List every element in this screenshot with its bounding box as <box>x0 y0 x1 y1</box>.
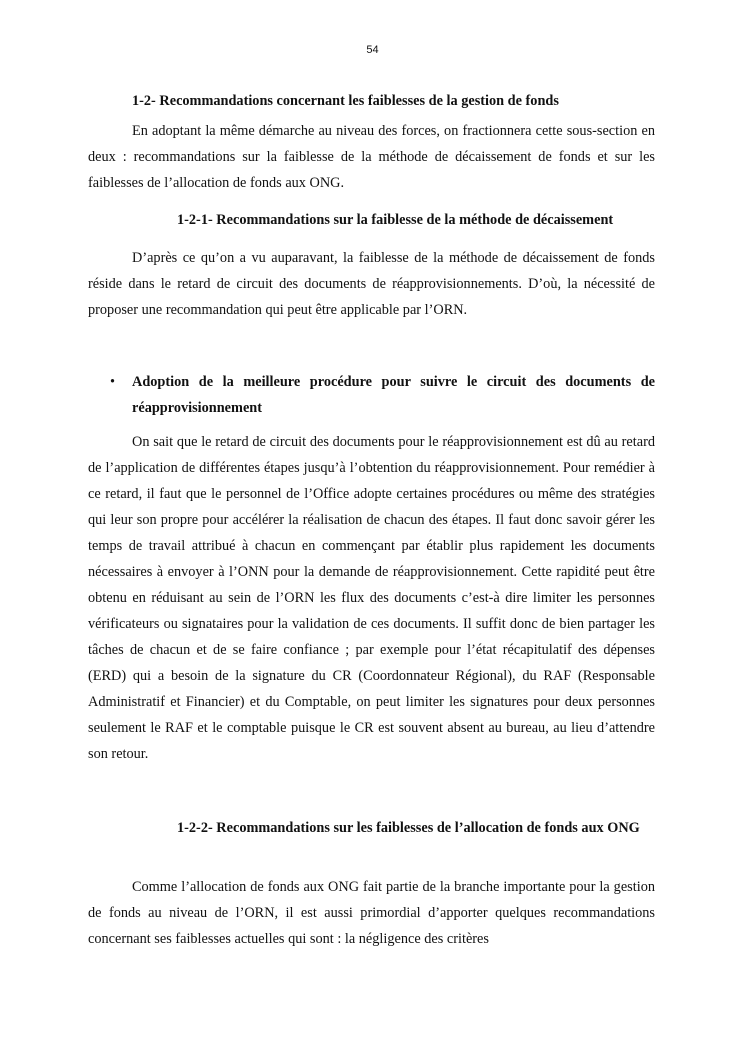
subsection-heading-1-2-2: 1-2-2- Recommandations sur les faiblesses de l’allocation de fonds aux ONG <box>177 820 640 836</box>
section-intro-paragraph: En adoptant la même démarche au niveau des forces, on fractionnera cette sous-section en deux : recommandations sur la faiblesse de la méthode de décaissement de fonds et sur les faiblesses de l’allocation de fonds aux ONG. <box>88 123 655 191</box>
bullet-icon: • <box>110 374 116 390</box>
subsection-heading-1-2-1: 1-2-1- Recommandations sur la faiblesse de la méthode de décaissement <box>177 212 614 228</box>
bullet-item <box>110 369 655 421</box>
bullet-heading: Adoption de la meilleure procédure pour suivre le circuit des documents de réapprovisionnement <box>132 374 655 416</box>
subsection-paragraph-1-2-1: D’après ce qu’on a vu auparavant, la faiblesse de la méthode de décaissement de fonds réside dans le retard de circuit des documents de réapprovisionnements. D’où, la nécessité de proposer une recommandation qui peut être applicable par l’ORN. <box>88 250 655 318</box>
page-number: 54 <box>366 44 379 56</box>
procedure-paragraph: On sait que le retard de circuit des documents pour le réapprovisionnement est dû au retard de l’application de différentes étapes jusqu’à l’obtention du réapprovisionnement. Pour remédier à ce retard, il faut que le personnel de l’Office adopte certaines procédures ou même des stratégies qui leur son propre pour accélérer la réalisation de chacun des étapes. Il faut donc savoir gérer les temps de travail attribué à chacun en commençant par établir plus rapidement les documents nécessaires à envoyer à l’ONN pour la demande de réapprovisionnement. Cette rapidité peut être obtenu en réduisant au sein de l’ORN les flux des documents c’est-à dire limiter les personnes vérificateurs ou signataires pour la validation de ces documents. Il suffit donc de bien partager les tâches de chacun et de se faire confiance ; par exemple pour l’état récapitulatif des dépenses (ERD) qui a besoin de la signature du CR (Coordonnateur Régional), du RAF (Responsable Administratif et Financier) et du Comptable, on peut limiter les signatures pour deux personnes seulement le RAF et le comptable puisque le CR est souvent absent au bureau, au lieu d’attendre son retour. <box>88 434 655 762</box>
section-heading-1-2: 1-2- Recommandations concernant les faiblesses de la gestion de fonds <box>132 93 559 109</box>
subsection-paragraph-1-2-2: Comme l’allocation de fonds aux ONG fait partie de la branche importante pour la gestion de fonds au niveau de l’ORN, il est aussi primordial d’apporter quelques recommandations concernant ses faiblesses actuelles qui sont : la négligence des critères <box>88 879 655 947</box>
